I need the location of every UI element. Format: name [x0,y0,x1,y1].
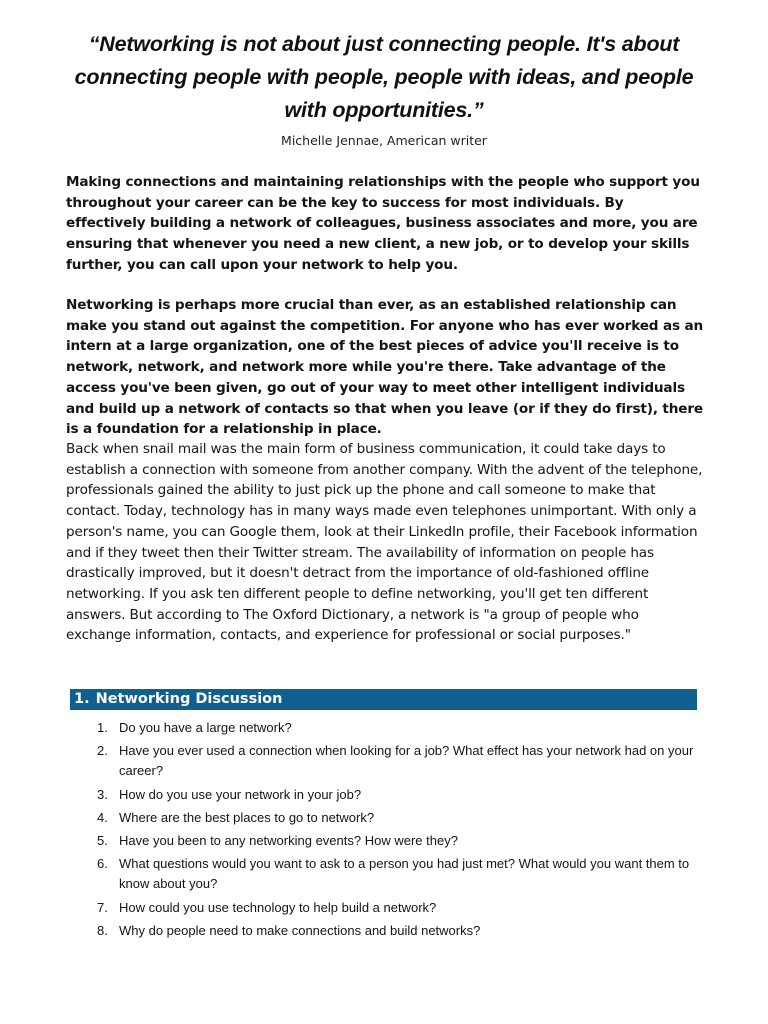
question-text: Why do people need to make connections and build networks? [119,923,481,939]
question-number: 2. [97,743,108,759]
quote-text: “Networking is not about just connecting people. It's about connecting people with people, people with ideas, and people with opportunities.” [74,32,694,122]
question-number: 4. [97,809,108,825]
quote-attribution: Michelle Jennae, American writer [281,133,487,148]
question-text: Have you been to any networking events? How were they? [119,833,458,849]
section-number: 1. [74,691,90,707]
question-number: 8. [97,923,108,939]
paragraph-history: Back when snail mail was the main form of business communication, it could take days to establish a connection with someone from another company. With the advent of the telephone, professionals gained the ability to just pick up the phone and call someone to make that contact. Today, technology has in many ways made even telephones unimportant. With only a person's name, you can Google them, look at their LinkedIn profile, their Facebook information and if they tweet then their Twitter stream. The availability of information on people has drastically improved, but it doesn't detract from the importance of old-fashioned offline networking. If you ask ten different people to define networking, you'll get ten different answers. But according to The Oxford Dictionary, a network is "a group of people who exchange information, contacts, and experience for professional or social purposes." [66,441,703,644]
question-number: 6. [97,856,108,872]
question-item [97,831,697,851]
question-item [97,785,697,805]
question-item [97,898,697,918]
paragraph-importance: Networking is perhaps more crucial than ever, as an established relationship can make you stand out against the competition. For anyone who has ever worked as an intern at a large organization, one of the best pieces of advice you'll receive is to network, network, and network more while you're there. Take advantage of the access you've been given, go out of your way to meet other intelligent individuals and build up a network of contacts so that when you leave (or if they do first), there is a foundation for a relationship in place. [66,297,704,438]
paragraph-intro: Making connections and maintaining relationships with the people who support you throughout your career can be the key to success for most individuals. By effectively building a network of colleagues, business associates and more, you are ensuring that whenever you need a new client, a new job, or to develop your skills further, you can call upon your network to help you. [66,174,700,273]
question-item [97,921,697,941]
question-text: How do you use your network in your job? [119,786,362,802]
question-number: 1. [97,720,108,735]
question-item [97,741,697,781]
section-heading [70,689,697,710]
question-item [97,854,697,894]
question-item [97,718,697,738]
discussion-question-list [97,718,697,941]
question-number: 7. [97,899,108,915]
question-text: Where are the best places to go to network? [119,809,375,825]
question-number: 3. [97,786,108,802]
question-text: Have you ever used a connection when looking for a job? What effect has your network had on your career? [119,743,694,779]
question-text: How could you use technology to help build a network? [119,899,437,915]
question-item [97,808,697,828]
question-text: What questions would you want to ask to a person you had just met? What would you want them to know about you? [119,856,690,892]
question-number: 5. [97,833,108,849]
question-text: Do you have a large network? [119,720,292,735]
section-title: Networking Discussion [95,691,283,707]
